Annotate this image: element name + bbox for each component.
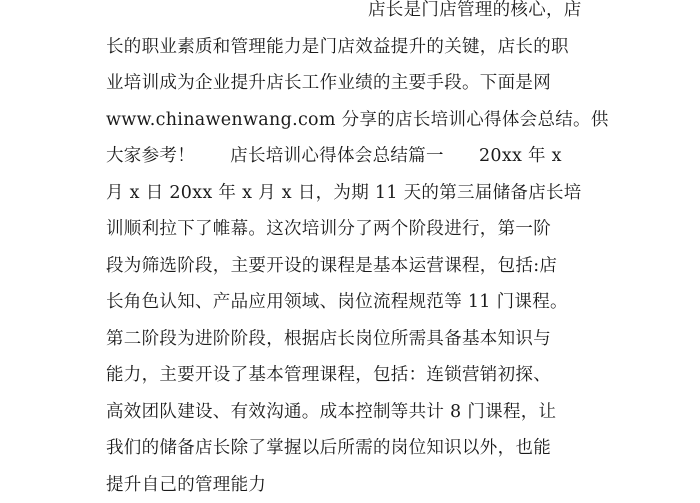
text-line: 月 x 日 20xx 年 x 月 x 日，为期 11 天的第三届储备店长培 xyxy=(106,182,582,203)
text-line: 能力，主要开设了基本管理课程，包括：连锁营销初探、 xyxy=(106,365,551,385)
text-line: 高效团队建设、有效沟通。成本控制等共计 8 门课程，让 xyxy=(106,401,557,422)
text-line: 长角色认知、产品应用领域、岗位流程规范等 11 门课程。 xyxy=(106,292,568,312)
article-body xyxy=(106,0,609,495)
text-line: 第二阶段为进阶阶段，根据店长岗位所需具备基本知识与 xyxy=(106,328,551,349)
text-line: 店长是门店管理的核心，店 xyxy=(368,0,582,20)
text-line: 段为筛选阶段，主要开设的课程是基本运营课程，包括:店 xyxy=(106,255,558,276)
text-line: 长的职业素质和管理能力是门店效益提升的关键，店长的职 xyxy=(106,36,569,57)
text-line: www.chinawenwang.com 分享的店长培训心得体会总结。供 xyxy=(106,109,609,130)
text-line-partial: 提升自己的管理能力 xyxy=(106,474,267,495)
text-line: 训顺利拉下了帷幕。这次培训分了两个阶段进行，第一阶 xyxy=(106,219,551,239)
text-line: 我们的储备店长除了掌握以后所需的岗位知识以外，也能 xyxy=(106,438,551,458)
text-line: 业培训成为企业提升店长工作业绩的主要手段。下面是网 xyxy=(106,73,551,93)
text-line: 大家参考！ 店长培训心得体会总结篇一 20xx 年 x xyxy=(106,146,562,166)
